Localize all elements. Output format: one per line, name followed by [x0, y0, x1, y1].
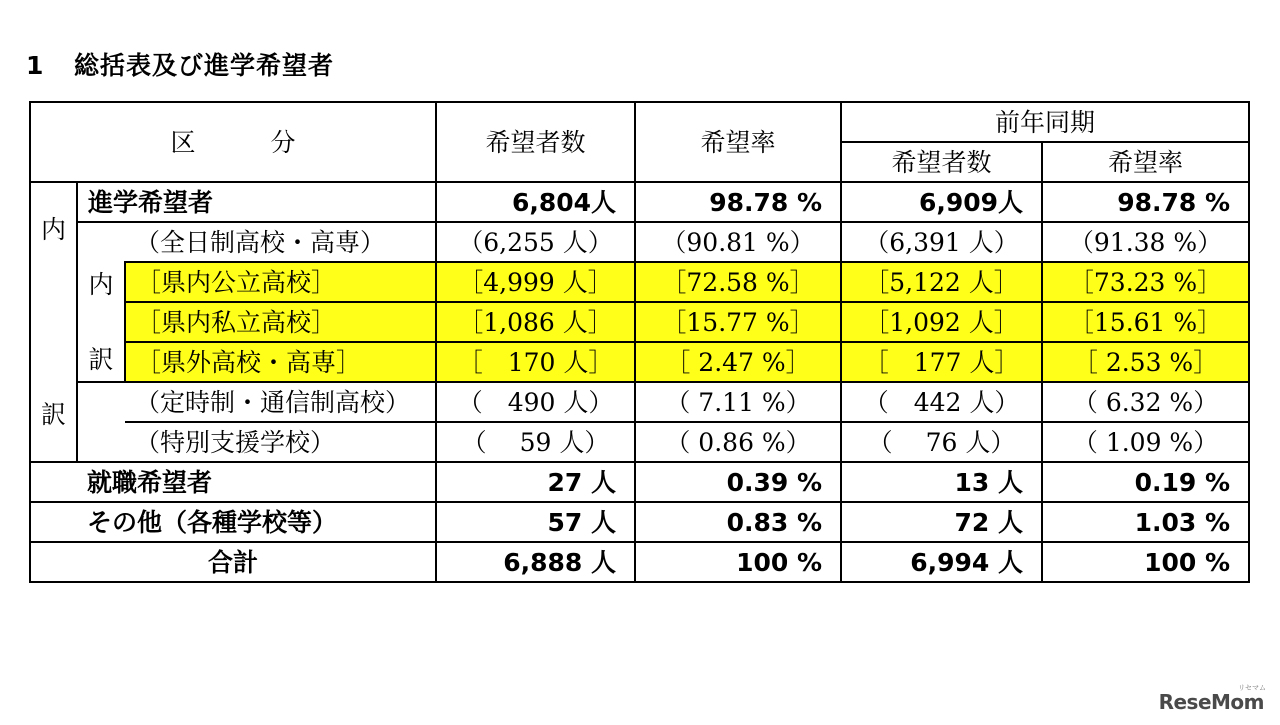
row-zennichi [30, 222, 1249, 262]
count-shushoku: 27 人 [436, 462, 635, 502]
rate-kengai: ［ 2.47 %］ [635, 342, 841, 382]
rate-shushoku: 0.39 % [635, 462, 841, 502]
label-goukei: 合計 [30, 542, 436, 582]
label-zennichi: （全日制高校・高専） [125, 222, 436, 262]
outer-breakdown-label [30, 182, 77, 462]
prev-rate-tokubetsu: （ 1.09 %） [1042, 422, 1249, 462]
inner-uchi-label: 内 [88, 269, 114, 299]
header-row-1 [30, 102, 1249, 142]
inner-breakdown-label [77, 262, 125, 382]
prev-rate-zennichi: （91.38 %） [1042, 222, 1249, 262]
header-prev-period: 前年同期 [841, 102, 1249, 142]
resemom-logo: ReseMom [1158, 690, 1264, 714]
label-shushoku: 就職希望者 [30, 462, 436, 502]
row-shushoku [30, 462, 1249, 502]
outer-uchi-label: 内 [40, 215, 66, 244]
prev-count-teiji: （ 442 人） [841, 382, 1042, 422]
label-teiji: （定時制・通信制高校） [125, 382, 436, 422]
section-title-text: 総括表及び進学希望者 [74, 51, 335, 80]
prev-count-kengai: ［ 177 人］ [841, 342, 1042, 382]
rate-shingaku: 98.78 % [635, 182, 841, 222]
header-kubun: 区 分 [30, 102, 436, 182]
inner-wake-label: 訳 [88, 344, 114, 374]
rate-sonota: 0.83 % [635, 502, 841, 542]
prev-count-shushoku: 13 人 [841, 462, 1042, 502]
label-kennai-shiritsu: ［県内私立高校］ [125, 302, 436, 342]
prev-rate-kennai-shiritsu: ［15.61 %］ [1042, 302, 1249, 342]
section-number: 1 [26, 51, 45, 80]
prev-rate-shingaku: 98.78 % [1042, 182, 1249, 222]
rate-tokubetsu: （ 0.86 %） [635, 422, 841, 462]
header-prev-count: 希望者数 [841, 142, 1042, 182]
header-rate: 希望率 [635, 102, 841, 182]
prev-count-zennichi: （6,391 人） [841, 222, 1042, 262]
header-count: 希望者数 [436, 102, 635, 182]
prev-count-kennai-shiritsu: ［1,092 人］ [841, 302, 1042, 342]
outer-wake-label: 訳 [40, 400, 66, 429]
rate-kennai-kouritsu: ［72.58 %］ [635, 262, 841, 302]
count-teiji: （ 490 人） [436, 382, 635, 422]
prev-rate-sonota: 1.03 % [1042, 502, 1249, 542]
count-sonota: 57 人 [436, 502, 635, 542]
rate-teiji: （ 7.11 %） [635, 382, 841, 422]
rate-zennichi: （90.81 %） [635, 222, 841, 262]
count-shingaku: 6,804人 [436, 182, 635, 222]
row-kennai-shiritsu [30, 302, 1249, 342]
row-teiji [30, 382, 1249, 422]
count-zennichi: （6,255 人） [436, 222, 635, 262]
prev-rate-kengai: ［ 2.53 %］ [1042, 342, 1249, 382]
prev-rate-goukei: 100 % [1042, 542, 1249, 582]
row-kengai [30, 342, 1249, 382]
count-kennai-shiritsu: ［1,086 人］ [436, 302, 635, 342]
row-shingaku [30, 182, 1249, 222]
count-tokubetsu: （ 59 人） [436, 422, 635, 462]
label-kengai: ［県外高校・高専］ [125, 342, 436, 382]
prev-rate-shushoku: 0.19 % [1042, 462, 1249, 502]
count-kennai-kouritsu: ［4,999 人］ [436, 262, 635, 302]
row-kennai-kouritsu [30, 262, 1249, 302]
prev-rate-teiji: （ 6.32 %） [1042, 382, 1249, 422]
count-goukei: 6,888 人 [436, 542, 635, 582]
section-title [26, 46, 334, 82]
rate-kennai-shiritsu: ［15.77 %］ [635, 302, 841, 342]
rate-goukei: 100 % [635, 542, 841, 582]
count-kengai: ［ 170 人］ [436, 342, 635, 382]
row-tokubetsu [30, 422, 1249, 462]
summary-table [29, 101, 1250, 583]
label-sonota: その他（各種学校等） [30, 502, 436, 542]
prev-count-goukei: 6,994 人 [841, 542, 1042, 582]
row-sonota [30, 502, 1249, 542]
row-goukei [30, 542, 1249, 582]
prev-count-kennai-kouritsu: ［5,122 人］ [841, 262, 1042, 302]
prev-count-shingaku: 6,909人 [841, 182, 1042, 222]
prev-count-tokubetsu: （ 76 人） [841, 422, 1042, 462]
watermark-sub: リセマム [1238, 684, 1266, 692]
prev-rate-kennai-kouritsu: ［73.23 %］ [1042, 262, 1249, 302]
label-kennai-kouritsu: ［県内公立高校］ [125, 262, 436, 302]
prev-count-sonota: 72 人 [841, 502, 1042, 542]
label-shingaku: 進学希望者 [77, 182, 436, 222]
header-prev-rate: 希望率 [1042, 142, 1249, 182]
label-tokubetsu: （特別支援学校） [125, 422, 436, 462]
